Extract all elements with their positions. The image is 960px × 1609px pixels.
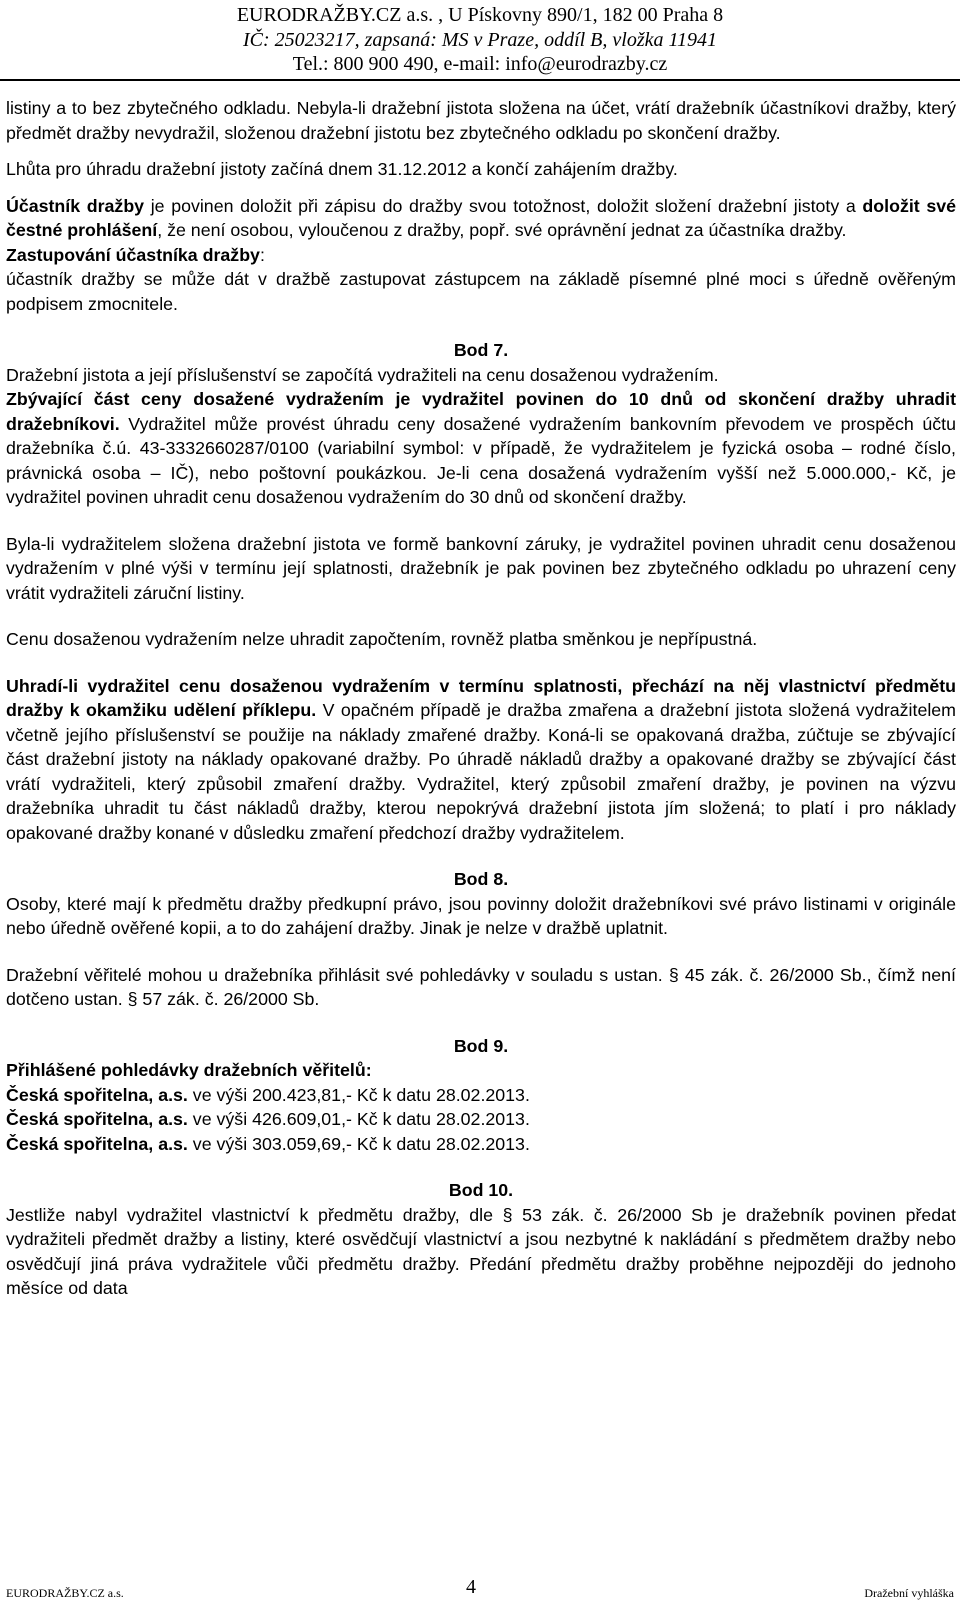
header-registration-text: IČ: 25023217, zapsaná: MS v Praze, oddíl B, vložka 11941 [242, 29, 718, 51]
representation-colon: : [259, 244, 265, 265]
representation-heading: Zastupování účastníka dražby [6, 244, 260, 265]
paragraph-jistota-credited: Dražební jistota a její příslušenství se započítá vydražiteli na cenu dosaženou vydražením. [6, 364, 719, 385]
header-contact: Tel.: 800 900 490, e-mail: info@eurodrazby.cz [292, 53, 668, 75]
declaration-term: doložit své čestné prohlášení [6, 195, 957, 240]
paragraph-handover: Jestliže nabyl vydražitel vlastnictví k předmětu dražby, dle § 53 zák. č. 26/2000 Sb je dražebník povinen předat vydražiteli předmět dražby a listiny, které osvědčují vlastnictví a jsou nezbytné k nakládání s předmětem dražby nebo osvědčují jiná práva vydražitele vůči předmětu dražby. Předání předmětu dražby proběhne nejpozději do jednoho měsíce od data [6, 1204, 956, 1298]
claim-amount: ve výši 200.423,81,- Kč k datu 28.02.2013. [187, 1084, 530, 1105]
claim-item [6, 1107, 956, 1132]
claim-creditor: Česká spořitelna, a.s. [6, 1109, 188, 1129]
document-body [6, 96, 956, 1301]
ownership-transfer-text: V opačném případě je dražba zmařena a dražební jistota složená vydražitelem včetně jejího příslušenství se použije na náklady zmařené dražby. Koná-li se opakovaná dražba, zúčtuje se zbývající část dražební jistoty na náklady opakované dražby. Po úhradě nákladů dražby a opakované dražby se zbývající část vrátí vydražiteli, který způsobil zmaření dražby. Vydražitel, který způsobil zmaření dražby, je povinen na výzvu dražebníka uhradit tu část nákladů dražby, kterou nepokrývá dražební jistota jím složená; to platí i pro náklady opakované dražby konané v důsledku zmaření předchozí dražby vydražitelem. [6, 700, 956, 843]
participant-term: Účastník dražby [6, 195, 145, 216]
paragraph-representation-heading [6, 243, 956, 268]
paragraph-representation: účastník dražby se může dát v dražbě zastupovat zástupcem na základě písemné plné moci s úředně ověřeným podpisem zmocnitele. [6, 269, 956, 314]
claim-creditor: Česká spořitelna, a.s. [6, 1133, 188, 1154]
paragraph-ownership-transfer [6, 674, 956, 846]
paragraph-jistota-return: listiny a to bez zbytečného odkladu. Nebyla-li dražební jistota složena na účet, vrátí dražebník účastníkovi dražby, který předmět dražby nevydražil, složenou dražební jistotu bez zbytečného odkladu po skončení dražby. [6, 98, 956, 143]
section-heading-bod-9: Bod 9. [453, 1035, 509, 1056]
page-number: 4 [466, 1576, 476, 1598]
paragraph-bank-guarantee: Byla-li vydražitelem složena dražební jistota ve formě bankovní záruky, je vydražitel povinen uhradit cenu dosaženou vydražením v plné výši v termínu její splatnosti, dražebník je pak povinen bez zbytečného odkladu po uhrazení ceny vrátit vydražiteli záruční listiny. [6, 533, 956, 603]
claim-creditor: Česká spořitelna, a.s. [6, 1084, 188, 1105]
footer-document-title: Dražební vyhláška [864, 1586, 954, 1600]
header-divider [0, 79, 960, 81]
payment-deadline-bold: Zbývající část ceny dosažené vydražením je vydražitel povinen do 10 dnů od skončení dražby uhradit dražebníkovi. [6, 389, 956, 434]
ownership-transfer-bold: Uhradí-li vydražitel cenu dosaženou vydražením v termínu splatnosti, přechází na něj vlastnictví předmětu dražby k okamžiku udělení příklepu. [6, 675, 956, 720]
section-heading-bod-7: Bod 7. [453, 340, 509, 360]
paragraph-jistota-deadline: Lhůta pro úhradu dražební jistoty začíná dnem 31.12.2012 a končí zahájením dražby. [6, 159, 678, 179]
claims-heading-text: Přihlášené pohledávky dražebních věřitelů: [6, 1060, 372, 1080]
header-company-address: EURODRAŽBY.CZ a.s. , U Pískovny 890/1, 182 00 Praha 8 [236, 4, 724, 26]
paragraph-payment-terms [6, 387, 956, 510]
claims-heading [6, 1058, 956, 1083]
claim-item [6, 1132, 956, 1157]
participant-duties-text-2: , že není osobou, vyloučenou z dražby, popř. své oprávnění jednat za účastníka dražby. [157, 220, 847, 240]
paragraph-no-offset: Cenu dosaženou vydražením nelze uhradit započtením, rovněž platba směnkou je nepřípustná. [6, 629, 758, 649]
page-footer [0, 1576, 960, 1606]
claim-item [6, 1083, 956, 1108]
payment-terms-text: Vydražitel může provést úhradu ceny dosažené vydražením bankovním převodem ve prospěch účtu dražebníka č.ú. 43-3332660287/0100 (variabilní symbol: v případě, že vydražitelem je fyzická osoba – rodné číslo, právnická osoba – IČ), nebo poštovní poukázkou. Je-li cena dosažená vydražením vyšší než 5.000.000,- Kč, je vydražitel povinen uhradit cenu dosaženou vydražením do 30 dnů od skončení dražby. [6, 413, 956, 507]
section-heading-bod-8: Bod 8. [453, 869, 509, 889]
paragraph-preemption-right: Osoby, které mají k předmětu dražby předkupní právo, jsou povinny doložit dražebníkovi své právo listinami v originále nebo úředně ověřené kopii, a to do zahájení dražby. Jinak je nelze v dražbě uplatnit. [6, 893, 956, 938]
claim-amount: ve výši 426.609,01,- Kč k datu 28.02.2013. [187, 1109, 530, 1129]
page-header [0, 0, 960, 96]
section-heading-bod-10: Bod 10. [448, 1180, 514, 1200]
header-registration [0, 29, 960, 52]
paragraph-creditor-claims: Dražební věřitelé mohou u dražebníka přihlásit své pohledávky v souladu s ustan. § 45 zák. č. 26/2000 Sb., čímž není dotčeno ustan. § 57 zák. č. 26/2000 Sb. [6, 964, 956, 1009]
claim-amount: ve výši 303.059,69,- Kč k datu 28.02.2013. [187, 1133, 530, 1154]
paragraph-participant-duties [6, 194, 956, 243]
footer-company: EURODRAŽBY.CZ a.s. [6, 1586, 124, 1600]
participant-duties-text-1: je povinen doložit při zápisu do dražby svou totožnost, doložit složení dražební jistoty a [144, 195, 863, 216]
